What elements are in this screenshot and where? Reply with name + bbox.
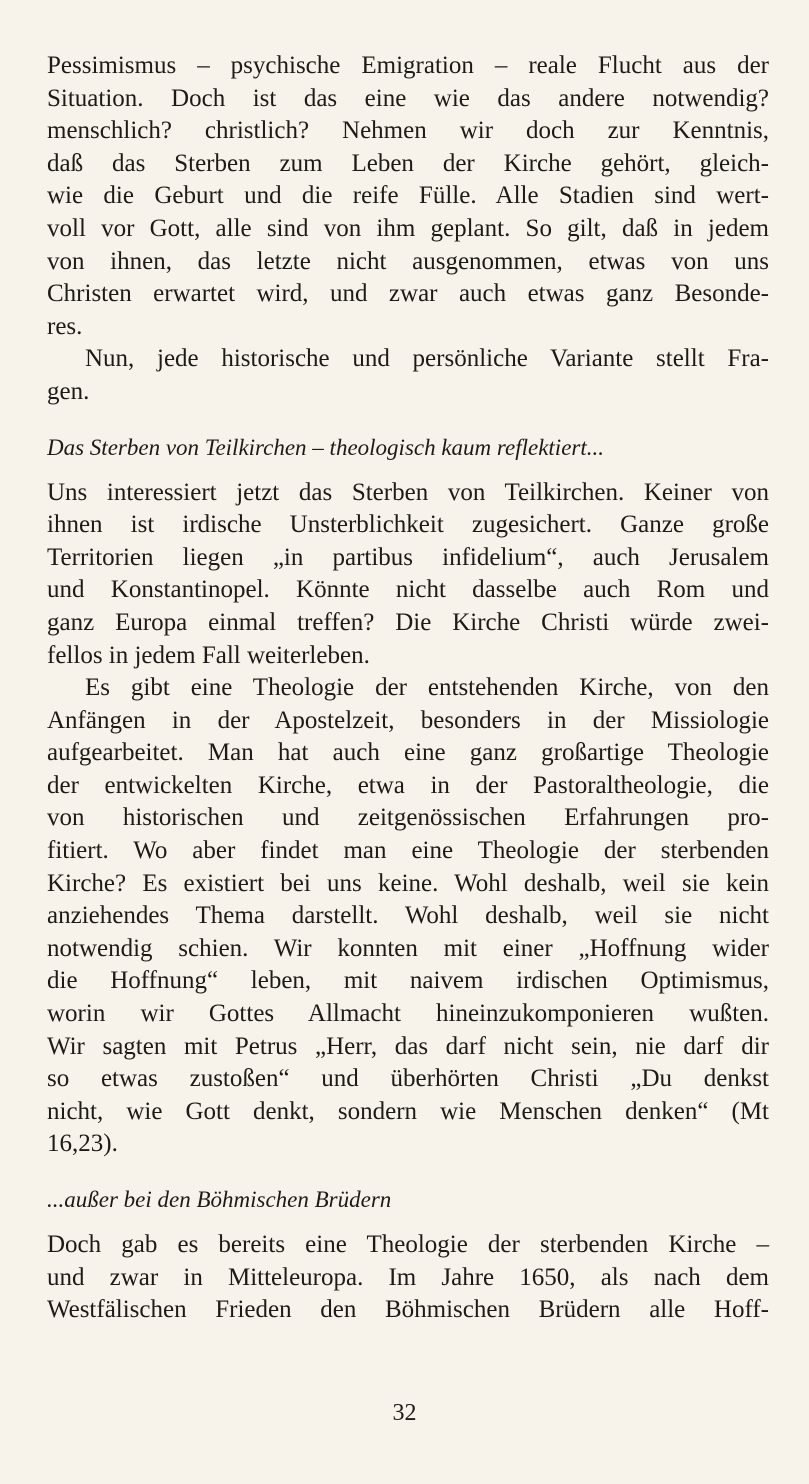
text-line: Territorien liegen „in partibus infidelium“, auch Jerusalem <box>47 543 769 571</box>
text-line: Christen erwartet wird, und zwar auch etwas ganz Besonde- <box>47 280 769 308</box>
text-line: anziehendes Thema darstellt. Wohl deshalb, weil sie nicht <box>47 902 769 930</box>
text-line: ganz Europa einmal treffen? Die Kirche Christi würde zwei- <box>47 608 769 636</box>
text-line: Situation. Doch ist das eine wie das andere notwendig? <box>47 84 769 112</box>
text-line: worin wir Gottes Allmacht hineinzukomponieren wußten. <box>47 1000 769 1028</box>
paragraph <box>47 343 769 408</box>
text-line: aufgearbeitet. Man hat auch eine ganz großartige Theologie <box>47 739 769 767</box>
text-line: Es gibt eine Theologie der entstehenden Kirche, von den <box>85 674 769 702</box>
text-line: notwendig schien. Wir konnten mit einer „Hoffnung wider <box>47 934 769 962</box>
section-heading: Das Sterben von Teilkirchen – theologisch kaum reflektiert... <box>47 434 604 460</box>
text-line: ihnen ist irdische Unsterblichkeit zugesichert. Ganze große <box>47 511 769 539</box>
text-line: Nun, jede historische und persönliche Variante stellt Fra- <box>85 345 769 373</box>
section-heading: ...außer bei den Böhmischen Brüdern <box>47 1187 392 1212</box>
text-line: von historischen und zeitgenössischen Erfahrungen pro- <box>47 804 769 832</box>
book-page <box>47 50 769 1327</box>
text-line: und Konstantinopel. Könnte nicht dasselbe auch Rom und <box>47 576 769 604</box>
text-line: gen. <box>47 377 90 405</box>
text-line: fitiert. Wo aber findet man eine Theologie der sterbenden <box>47 837 769 865</box>
text-line: nicht, wie Gott denkt, sondern wie Menschen denken“ (Mt <box>47 1097 769 1125</box>
text-line: Wir sagten mit Petrus „Herr, das darf nicht sein, nie darf dir <box>47 1032 769 1060</box>
text-line: so etwas zustoßen“ und überhörten Christi „Du denkst <box>47 1065 769 1093</box>
paragraph <box>47 1229 769 1327</box>
text-line: Pessimismus – psychische Emigration – reale Flucht aus der <box>47 52 769 79</box>
text-line: Uns interessiert jetzt das Sterben von Teilkirchen. Keiner von <box>47 478 769 506</box>
text-line: Doch gab es bereits eine Theologie der sterbenden Kirche – <box>47 1231 769 1258</box>
text-line: die Hoffnung“ leben, mit naivem irdischen Optimismus, <box>47 967 769 995</box>
text-line: 16,23). <box>47 1130 118 1158</box>
text-line: von ihnen, das letzte nicht ausgenommen, etwas von uns <box>47 247 769 275</box>
text-line: daß das Sterben zum Leben der Kirche gehört, gleich- <box>47 149 769 177</box>
text-line: res. <box>47 312 83 340</box>
text-line: wie die Geburt und die reife Fülle. Alle Stadien sind wert- <box>47 182 769 210</box>
paragraph <box>47 477 769 673</box>
text-line: menschlich? christlich? Nehmen wir doch zur Kenntnis, <box>47 117 769 145</box>
paragraph <box>47 50 769 343</box>
page-number: 32 <box>392 1400 417 1426</box>
text-line: Anfängen in der Apostelzeit, besonders in der Missiologie <box>47 706 769 734</box>
text-line: voll vor Gott, alle sind von ihm geplant. So gilt, daß in jedem <box>47 214 769 242</box>
text-line: und zwar in Mitteleuropa. Im Jahre 1650, als nach dem <box>47 1263 769 1291</box>
paragraph <box>47 672 769 1161</box>
text-line: fellos in jedem Fall weiterleben. <box>47 641 370 669</box>
text-line: Kirche? Es existiert bei uns keine. Wohl deshalb, weil sie kein <box>47 869 769 897</box>
text-line: der entwickelten Kirche, etwa in der Pastoraltheologie, die <box>47 771 769 799</box>
text-line: Westfälischen Frieden den Böhmischen Brüdern alle Hoff- <box>47 1296 769 1324</box>
